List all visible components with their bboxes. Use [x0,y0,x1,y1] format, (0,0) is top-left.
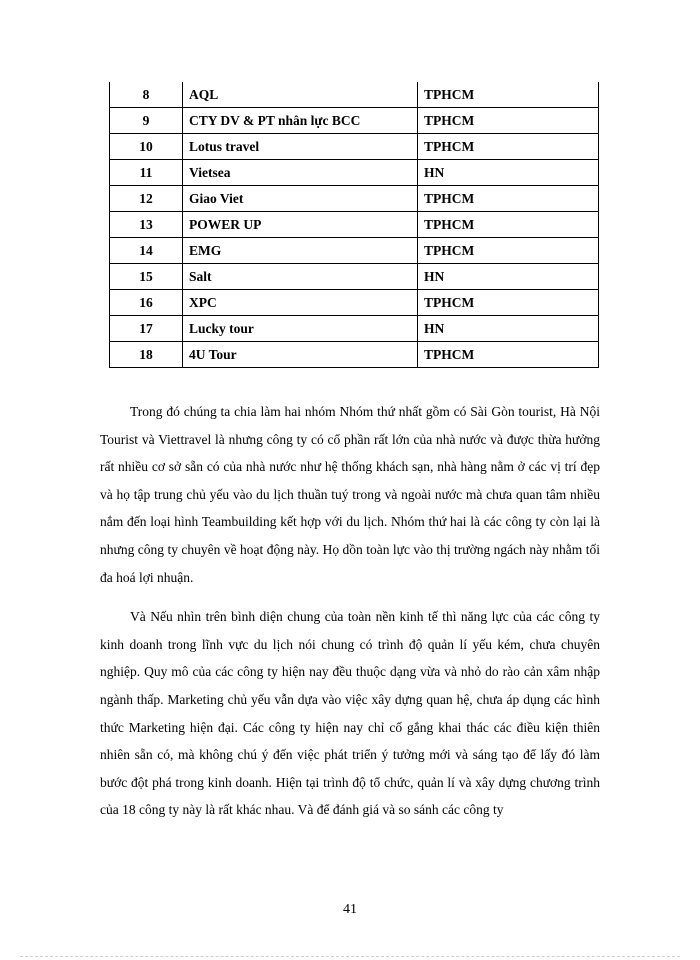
body-text [100,398,600,836]
page-number: 41 [343,902,357,917]
row-number: 9 [110,108,183,134]
row-number: 8 [110,82,183,108]
paragraph: Và Nếu nhìn trên bình diện chung của toàn nền kinh tế thì năng lực của các công ty kinh doanh trong lĩnh vực du lịch nói chung có trình độ quản lí yếu kém, chưa chuyên nghiệp. Quy mô của các công ty hiện nay đều thuộc dạng vừa và nhỏ do rào cản xâm nhập ngành thấp. Marketing chủ yếu vẫn dựa vào việc xây dựng quan hệ, chưa áp dụng các hình thức Marketing hiện đại. Các công ty hiện nay chỉ cố gắng khai thác các điều kiện thiên nhiên sẵn có, mà không chú ý đến việc phát triển ý tưởng mới và sáng tạo để lấy đó làm bước đột phá trong kinh doanh. Hiện tại trình độ tổ chức, quản lí và xây dựng chương trình của 18 công ty này là rất khác nhau. Và để đánh giá và so sánh các công ty [100,609,600,818]
table-row [110,186,599,212]
row-number: 13 [110,212,183,238]
company-city: TPHCM [418,290,599,316]
table-row [110,264,599,290]
row-number: 16 [110,290,183,316]
company-city: TPHCM [418,238,599,264]
company-name: Vietsea [183,160,418,186]
company-name: AQL [183,82,418,108]
company-city: TPHCM [418,108,599,134]
company-city: TPHCM [418,342,599,368]
table-row [110,290,599,316]
company-name: XPC [183,290,418,316]
row-number: 17 [110,316,183,342]
paragraph: Trong đó chúng ta chia làm hai nhóm Nhóm thứ nhất gồm có Sài Gòn tourist, Hà Nội Tourist và Viettravel là nhưng công ty có cổ phần rất lớn của nhà nước và được thừa hưởng rất nhiều cơ sở sẵn có của nhà nước như hệ thống khách sạn, nhà hàng nằm ở các vị trí đẹp và họ tập trung chủ yếu vào du lịch thuần tuý trong và ngoài nước mà chưa quan tâm nhiều nắm đến loại hình Teambuilding kết hợp với du lịch. Nhóm thứ hai là các công ty còn lại là nhưng công ty chuyên về hoạt động này. Họ dồn toàn lực vào thị trường ngách này nhằm tối đa hoá lợi nhuận. [100,404,600,585]
company-name: Giao Viet [183,186,418,212]
table-row [110,342,599,368]
company-name: Lucky tour [183,316,418,342]
table-row [110,212,599,238]
row-number: 15 [110,264,183,290]
row-number: 18 [110,342,183,368]
company-city: TPHCM [418,212,599,238]
company-name: Salt [183,264,418,290]
company-name: EMG [183,238,418,264]
company-table [109,82,599,368]
row-number: 11 [110,160,183,186]
row-number: 12 [110,186,183,212]
company-city: HN [418,264,599,290]
table-row [110,108,599,134]
table-row [110,316,599,342]
company-name: CTY DV & PT nhân lực BCC [183,108,418,134]
row-number: 14 [110,238,183,264]
company-name: 4U Tour [183,342,418,368]
company-city: HN [418,316,599,342]
table-row [110,134,599,160]
row-number: 10 [110,134,183,160]
company-city: TPHCM [418,134,599,160]
table-row [110,82,599,108]
company-name: POWER UP [183,212,418,238]
table-row [110,238,599,264]
company-city: HN [418,160,599,186]
company-city: TPHCM [418,82,599,108]
table-row [110,160,599,186]
page-bottom-divider [20,956,680,957]
company-city: TPHCM [418,186,599,212]
company-name: Lotus travel [183,134,418,160]
